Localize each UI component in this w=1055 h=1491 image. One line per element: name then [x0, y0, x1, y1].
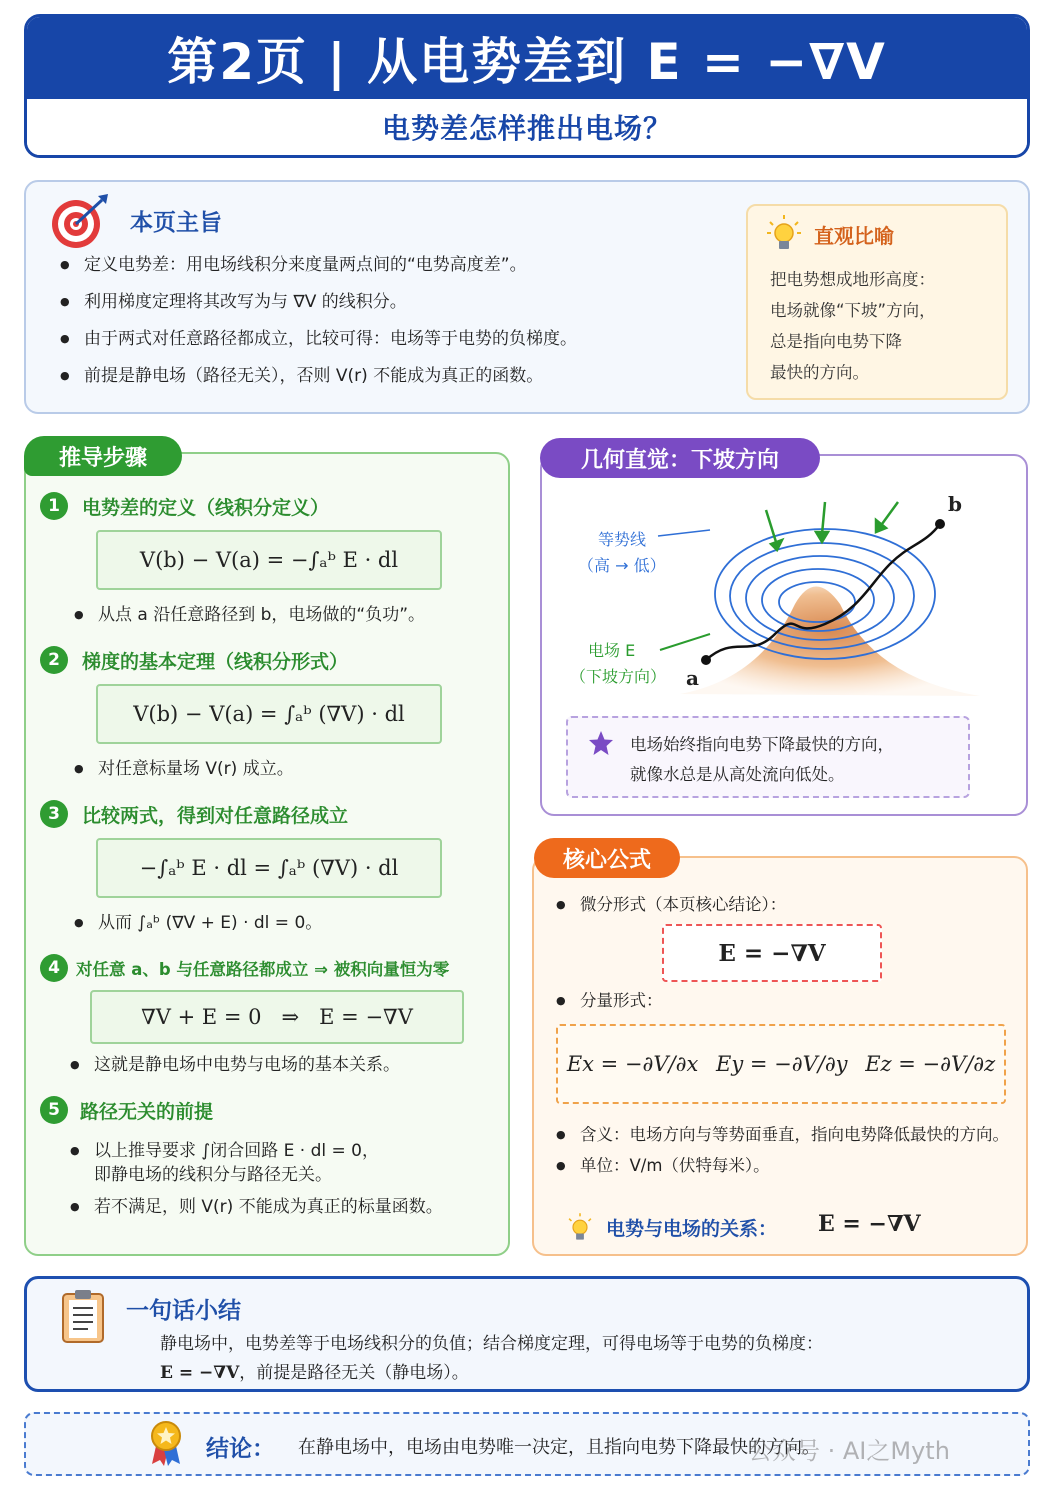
step-5-notes [66, 1140, 500, 1228]
list-item: ● 对任意标量场 V(r) 成立。 [70, 758, 500, 780]
formula-text: V(b) − V(a) = −∫ₐᵇ E · dl [139, 548, 399, 572]
continuation-text: 即静电场的线积分与路径无关。 [94, 1165, 332, 1185]
purpose-panel [24, 180, 1030, 414]
core-notes [552, 1122, 1018, 1177]
relation-formula: E = −∇V [818, 1211, 921, 1237]
page-header [24, 14, 1030, 158]
core-comp-label [552, 990, 1012, 1012]
step-title: 对任意 a、b 与任意路径都成立 ⇒ 被积向量恒为零 [76, 960, 450, 979]
list-item: ● 从而 ∫ₐᵇ (∇V + E) · dl = 0。 [70, 912, 500, 934]
point-b-label: b [948, 492, 962, 516]
component-formula-box [556, 1024, 1006, 1104]
note-line: 就像水总是从高处流向低处。 [630, 765, 845, 784]
differential-formula-box [662, 924, 882, 982]
step-title: 比较两式，得到对任意路径成立 [82, 804, 349, 827]
list-item-continuation [66, 1164, 500, 1186]
step-number: 1 [40, 492, 68, 520]
analogy-line: 电场就像“下坡”方向， [770, 301, 936, 320]
summary-line [160, 1359, 1000, 1388]
step-3-head [40, 800, 348, 828]
equipotential-sub: （高 → 低） [578, 556, 666, 575]
watermark: 公众号 · AI之Myth [748, 1437, 950, 1465]
summary-formula: E = −∇V [160, 1363, 240, 1383]
target-icon [48, 192, 112, 250]
point-a-marker [701, 655, 711, 665]
step-number: 5 [40, 1096, 68, 1124]
step-4-formula [90, 990, 464, 1044]
step-title: 路径无关的前提 [80, 1100, 214, 1123]
list-item: ● 微分形式（本页核心结论）： [552, 894, 1012, 916]
component-x: Ex = −∂V/∂x [566, 1052, 699, 1076]
note-line: 电场始终指向电势下降最快的方向， [630, 735, 894, 754]
list-item: ● 从点 a 沿任意路径到 b，电场做的“负功”。 [70, 604, 500, 626]
list-item: ● 以上推导要求 ∫闭合回路 E · dl = 0， [66, 1140, 500, 1162]
step-5-head [40, 1096, 213, 1124]
page-subtitle: 电势差怎样推出电场？ [27, 99, 1027, 155]
step-1-formula [96, 530, 442, 590]
list-item: ● 若不满足，则 V(r) 不能成为真正的标量函数。 [66, 1196, 500, 1218]
core-diff-label [552, 894, 1012, 916]
steps-tag: 推导步骤 [24, 436, 182, 476]
step-2-head [40, 646, 348, 674]
point-b-marker [935, 519, 945, 529]
medal-icon [148, 1420, 184, 1466]
clipboard-icon [60, 1288, 106, 1344]
lightbulb-icon [566, 1212, 594, 1244]
formula-text: ∇V + E = 0 ⇒ E = −∇V [141, 1005, 413, 1029]
step-4-notes [66, 1054, 500, 1086]
star-icon [588, 730, 614, 756]
list-item: ● 分量形式： [552, 990, 1012, 1012]
formula-text: −∫ₐᵇ E · dl = ∫ₐᵇ (∇V) · dl [139, 856, 399, 880]
step-number: 4 [40, 954, 68, 982]
summary-line: 静电场中，电势差等于电场线积分的负值；结合梯度定理，可得电场等于电势的负梯度： [160, 1334, 823, 1354]
list-item: ● 由于两式对任意路径都成立，比较可得：电场等于电势的负梯度。 [56, 328, 736, 350]
step-number: 3 [40, 800, 68, 828]
conclusion-text: 在静电场中，电场由电势唯一决定，且指向电势下降最快的方向。 [298, 1437, 820, 1458]
list-item: ● 定义电势差：用电场线积分来度量两点间的“电势高度差”。 [56, 254, 736, 276]
step-4-head [40, 954, 449, 982]
list-item: ● 利用梯度定理将其改写为与 ∇V 的线积分。 [56, 291, 736, 313]
step-title: 梯度的基本定理（线积分形式） [82, 650, 349, 673]
point-a-label: a [686, 666, 699, 690]
page-title: 第2页 | 从电势差到 E = −∇V [27, 17, 1027, 99]
component-y: Ey = −∂V/∂y [715, 1052, 848, 1076]
analogy-card [746, 204, 1008, 400]
step-3-notes [70, 912, 500, 944]
analogy-line: 把电势想成地形高度： [770, 270, 935, 289]
step-title: 电势差的定义（线积分定义） [82, 496, 330, 519]
conclusion-label: 结论： [206, 1436, 275, 1462]
equipotential-label: 等势线 [598, 530, 647, 549]
geometry-note-text [630, 730, 894, 790]
component-z: Ez = −∂V/∂z [865, 1052, 996, 1076]
formula-text: E = −∇V [718, 939, 826, 967]
lightbulb-icon [766, 214, 802, 254]
step-1-head [40, 492, 329, 520]
list-item: ● 前提是静电场（路径无关），否则 V(r) 不能成为真正的函数。 [56, 365, 736, 387]
geometry-tag: 几何直觉：下坡方向 [540, 438, 820, 478]
core-tag: 核心公式 [534, 838, 680, 878]
step-2-formula [96, 684, 442, 744]
list-item: ● 这就是静电场中电势与电场的基本关系。 [66, 1054, 500, 1076]
analogy-title: 直观比喻 [814, 224, 894, 248]
relation-label: 电势与电场的关系： [606, 1218, 778, 1240]
formula-text: V(b) − V(a) = ∫ₐᵇ (∇V) · dl [133, 702, 405, 726]
field-sub: （下坡方向） [570, 667, 667, 686]
step-1-notes [70, 604, 500, 636]
list-item: ● 含义：电场方向与等势面垂直，指向电势降低最快的方向。 [552, 1122, 1018, 1147]
summary-title: 一句话小结 [126, 1298, 241, 1324]
field-label: 电场 E [588, 641, 636, 660]
hill-shape [680, 587, 980, 697]
summary-rest: ，前提是路径无关（静电场）。 [239, 1363, 469, 1383]
step-2-notes [70, 758, 500, 790]
purpose-title: 本页主旨 [130, 210, 222, 236]
analogy-line: 总是指向电势下降 [770, 332, 902, 351]
analogy-text [770, 264, 1000, 388]
analogy-line: 最快的方向。 [770, 363, 869, 382]
step-number: 2 [40, 646, 68, 674]
purpose-list [56, 254, 736, 402]
summary-text [160, 1330, 1000, 1388]
step-3-formula [96, 838, 442, 898]
list-item: ● 单位：V/m（伏特每米）。 [552, 1155, 1018, 1177]
